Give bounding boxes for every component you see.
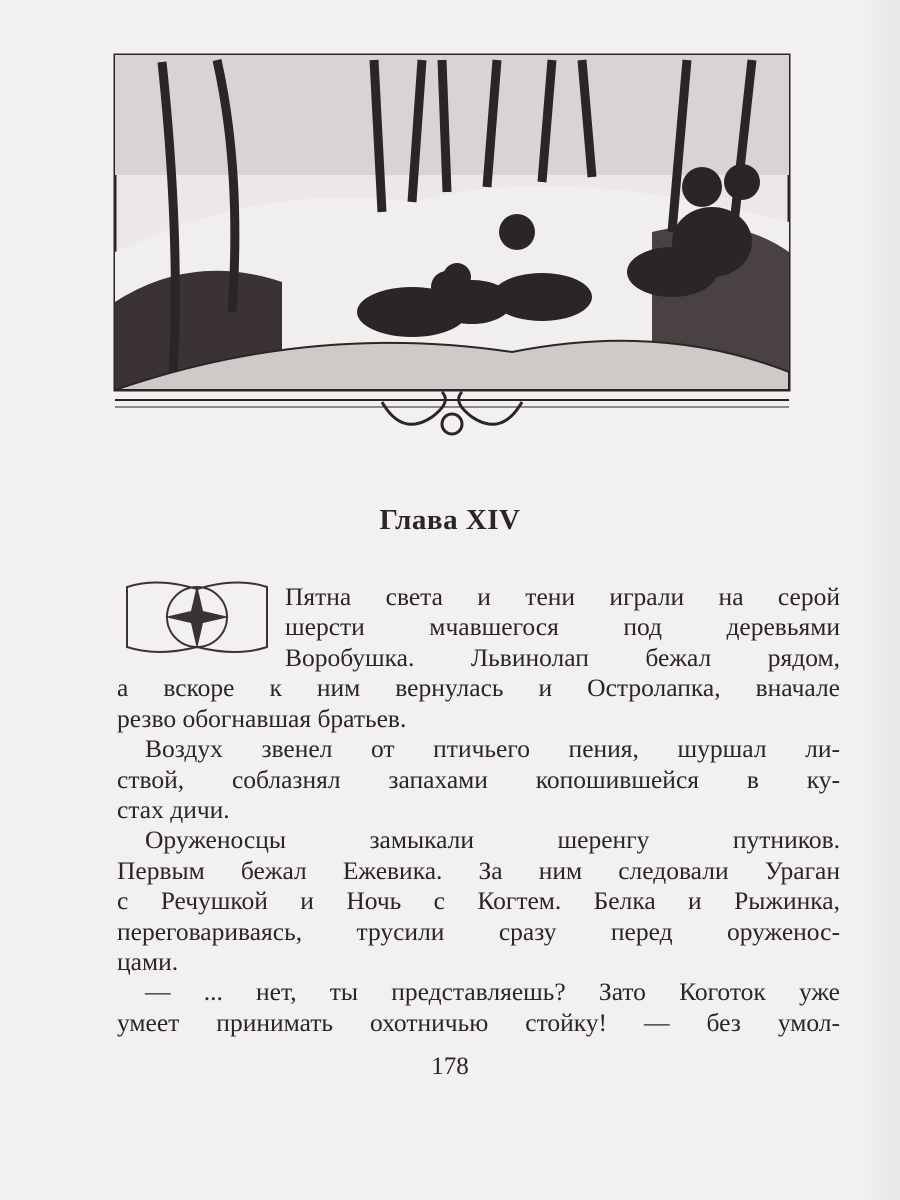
text-line: шерсти мчавшегося под деревьями [285, 612, 840, 641]
ornament-flourish [382, 392, 522, 434]
text-line: Пятна света и тени играли на серой [285, 582, 840, 611]
chapter-illustration-forest-cats [112, 52, 792, 444]
text-line: ствой, соблазнял запахами копошившейся в ку- [117, 765, 840, 794]
text-line: стах дичи. [117, 795, 230, 824]
text-line: Воздух звенел от птичьего пения, шуршал ли- [145, 734, 840, 763]
chapter-title: Глава XIV [379, 504, 521, 536]
text-line: Первым бежал Ежевика. За ним следовали Ураган [117, 856, 840, 885]
text-line: Воробушка. Львинолап бежал рядом, [285, 643, 840, 672]
text-line: цами. [117, 947, 179, 976]
page-number: 178 [431, 1053, 469, 1080]
text-line: резво обогнавшая братьев. [117, 704, 407, 733]
compass-rose-ornament-icon [117, 577, 275, 657]
text-line: переговариваясь, трусили сразу перед оруженос- [117, 917, 840, 946]
text-line: умеет принимать охотничью стойку! — без умол- [117, 1008, 840, 1037]
text-line: с Речушкой и Ночь с Когтем. Белка и Рыжинка, [117, 886, 840, 915]
text-line: Оруженосцы замыкали шеренгу путников. [145, 825, 840, 854]
page-edge-shadow [860, 0, 900, 1200]
text-line: — ... нет, ты представляешь? Зато Коготок уже [145, 977, 840, 1006]
text-line: а вскоре к ним вернулась и Остролапка, вначале [117, 673, 840, 702]
